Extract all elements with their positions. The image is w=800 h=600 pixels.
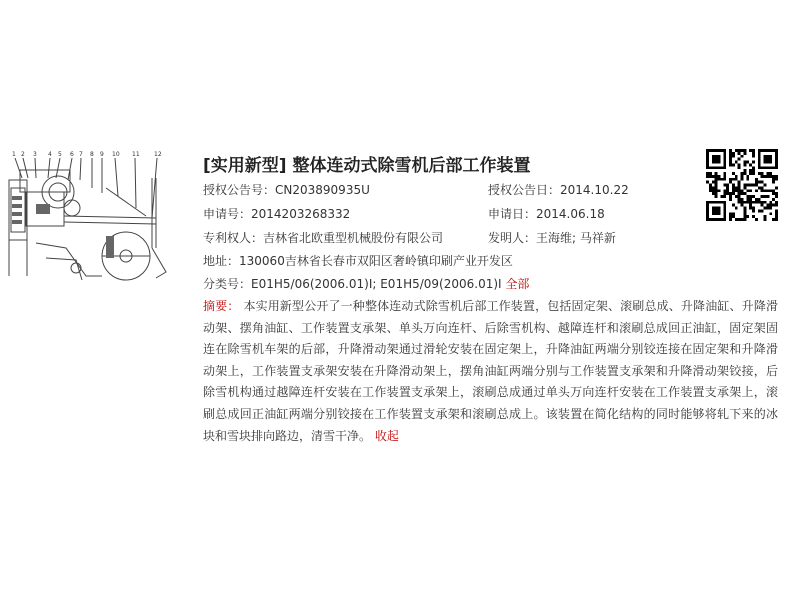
classification-value: E01H5/06(2006.01)I; E01H5/09(2006.01)I xyxy=(251,277,502,291)
figure-label: 10 xyxy=(112,151,120,158)
inventor-row xyxy=(488,230,616,246)
figure-label: 11 xyxy=(132,151,140,158)
abstract-text: 本实用新型公开了一种整体连动式除雪机后部工作装置，包括固定架、滚刷总成、升降油缸、升降滑动架、摆角油缸、工作装置支承架、单头万向连杆、后除雪机构、越障连杆和滚刷总成回正油缸，固定架固连在除雪机车架的后部，升降滑动架通过滑轮安装在固定架上，升降油缸两端分别铰连接在固定架和升降滑动架上，工作装置支承架安装在升降滑动架上，摆角油缸两端分别与工作装置支承架和升降滑动架铰接，后除雪机构通过越障连杆安装在工作装置支承架上，滚刷总成通过单头万向连杆安装在工作装置支承架上，滚刷总成回正油缸两端分别铰接在工作装置支承架和滚刷总成上。该装置在简化结构的同时能够将轧下来的冰块和雪块排向路边，清雪干净。 xyxy=(203,299,778,443)
application-number-value: 2014203268332 xyxy=(251,207,351,221)
address-value: 130060吉林省长春市双阳区奢岭镇印刷产业开发区 xyxy=(239,254,513,268)
qr-code-image xyxy=(706,149,778,221)
application-date-row xyxy=(488,206,605,222)
patent-type-tag: [实用新型] xyxy=(203,156,287,176)
inventor-label: 发明人： xyxy=(488,231,537,245)
qr-code xyxy=(706,149,778,221)
application-date-label: 申请日： xyxy=(488,207,537,221)
publication-date-label: 授权公告日： xyxy=(488,183,561,197)
figure-label: 2 xyxy=(21,151,25,158)
patent-drawing-thumbnail[interactable] xyxy=(6,148,176,286)
patent-title-text: 整体连动式除雪机后部工作装置 xyxy=(292,156,531,176)
figure-label: 12 xyxy=(154,151,162,158)
address-label: 地址： xyxy=(203,254,240,268)
publication-number-row xyxy=(203,182,370,198)
application-number-label: 申请号： xyxy=(203,207,252,221)
patentee-value: 吉林省北欧重型机械股份有限公司 xyxy=(263,231,444,245)
application-date-value: 2014.06.18 xyxy=(536,207,605,221)
figure-label: 9 xyxy=(100,151,104,158)
inventor-value: 王海维; 马祥新 xyxy=(536,231,616,245)
patentee-row xyxy=(203,230,443,246)
classification-label: 分类号： xyxy=(203,277,252,291)
publication-date-row xyxy=(488,182,629,198)
abstract xyxy=(203,296,778,447)
application-number-row xyxy=(203,206,350,222)
patent-drawing-image xyxy=(6,148,176,286)
abstract-label: 摘要： xyxy=(203,299,240,313)
figure-label: 3 xyxy=(33,151,37,158)
address-row xyxy=(203,253,513,269)
classification-row xyxy=(203,276,529,292)
figure-label: 6 xyxy=(70,151,74,158)
figure-label: 5 xyxy=(58,151,62,158)
classification-all-link[interactable]: 全部 xyxy=(505,277,530,291)
publication-number-label: 授权公告号： xyxy=(203,183,276,197)
publication-date-value: 2014.10.22 xyxy=(560,183,629,197)
figure-label: 7 xyxy=(79,151,83,158)
collapse-link[interactable]: 收起 xyxy=(374,428,399,443)
figure-label: 4 xyxy=(48,151,52,158)
patent-title[interactable] xyxy=(203,151,530,176)
patentee-label: 专利权人： xyxy=(203,231,264,245)
publication-number-value: CN203890935U xyxy=(275,183,370,197)
figure-label: 1 xyxy=(12,151,16,158)
figure-label: 8 xyxy=(90,151,94,158)
